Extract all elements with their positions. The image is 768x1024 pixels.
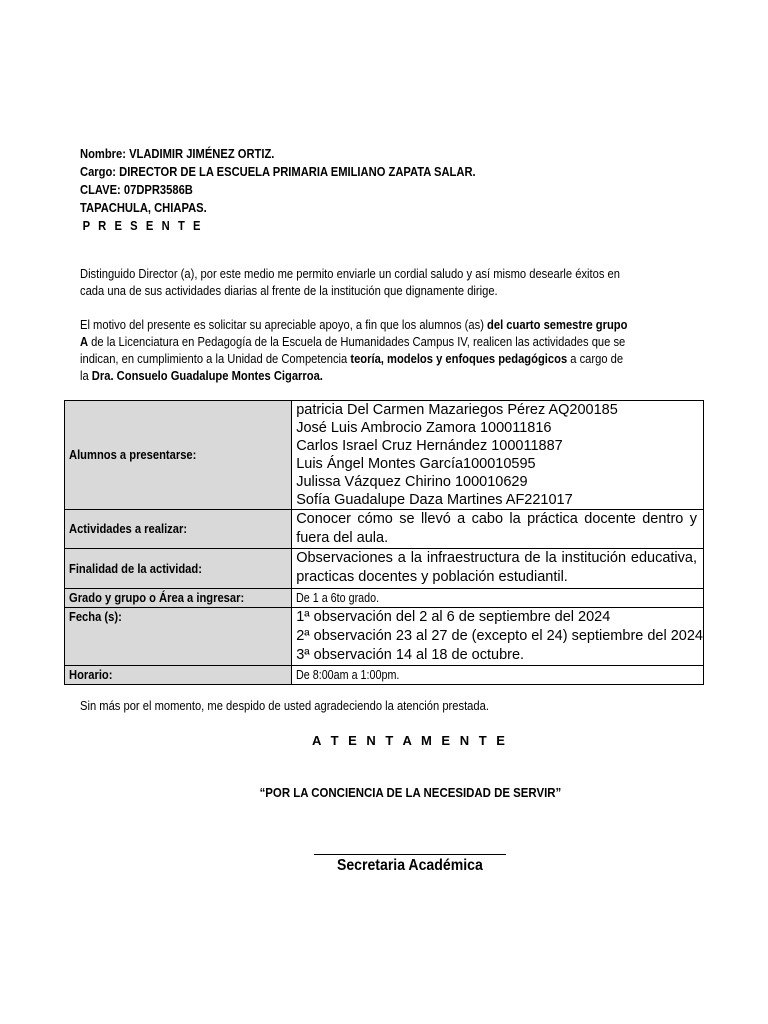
activities-cell bbox=[292, 510, 704, 549]
greeting-paragraph bbox=[80, 265, 768, 299]
purpose-text: de la Licenciatura en Pedagogía de la Escuela de Humanidades Campus IV, realicen las actividades que se bbox=[88, 334, 626, 349]
table-row bbox=[65, 666, 704, 685]
purpose-text: la bbox=[80, 368, 92, 383]
students-cell bbox=[292, 401, 704, 510]
table-row bbox=[65, 549, 704, 589]
purpose-label: Finalidad de la actividad: bbox=[69, 560, 202, 576]
purpose-line bbox=[80, 316, 682, 333]
signature-line bbox=[314, 854, 506, 855]
date-item: 3ª observación 14 al 18 de octubre. bbox=[296, 647, 525, 663]
table-row bbox=[65, 510, 704, 549]
student-item: Luis Ángel Montes García100010595 bbox=[296, 456, 536, 472]
competence-unit: teoría, modelos y enfoques pedagógicos bbox=[350, 351, 568, 366]
purpose-text: a cargo de bbox=[567, 351, 624, 366]
purpose-paragraph bbox=[80, 316, 768, 384]
school-key: CLAVE: 07DPR3586B bbox=[80, 182, 193, 197]
grade-label: Grado y grupo o Área a ingresar: bbox=[69, 590, 245, 605]
recipient-name: Nombre: VLADIMIR JIMÉNEZ ORTIZ. bbox=[80, 146, 275, 161]
student-item: Sofía Guadalupe Daza Martines AF221017 bbox=[296, 492, 573, 508]
grade-cell bbox=[292, 589, 704, 608]
professor-name: Dra. Consuelo Guadalupe Montes Cigarroa. bbox=[91, 368, 323, 383]
greeting-line: Distinguido Director (a), por este medio me permito enviarle un cordial saludo y así mismo desearle éxitos en bbox=[80, 266, 620, 281]
greeting-line: cada una de sus actividades diarias al frente de la institución que dignamente dirige. bbox=[80, 283, 498, 298]
atentamente-heading: A T E N T A M E N T E bbox=[312, 733, 508, 748]
signatory-title: Secretaria Académica bbox=[337, 857, 483, 874]
date-item: 2ª observación 23 al 27 de (excepto el 24) septiembre del 2024 bbox=[296, 628, 703, 644]
presente-heading: P R E S E N T E bbox=[82, 218, 204, 233]
table-label-cell bbox=[65, 589, 292, 608]
dates-label: Fecha (s): bbox=[69, 609, 122, 624]
table-row bbox=[65, 589, 704, 608]
table-label-cell bbox=[65, 608, 292, 666]
purpose-line bbox=[80, 333, 682, 350]
motto bbox=[0, 785, 768, 800]
grade-value: De 1 a 6to grado. bbox=[296, 591, 380, 605]
student-item: Carlos Israel Cruz Hernández 100011887 bbox=[296, 438, 563, 454]
student-item: patricia Del Carmen Mazariegos Pérez AQ200185 bbox=[296, 402, 618, 418]
table-label-cell bbox=[65, 666, 292, 685]
recipient-position: Cargo: DIRECTOR DE LA ESCUELA PRIMARIA EMILIANO ZAPATA SALAR. bbox=[80, 164, 476, 179]
students-label: Alumnos a presentarse: bbox=[69, 447, 197, 462]
recipient-header bbox=[80, 145, 476, 235]
closing-text: Sin más por el momento, me despido de usted agradeciendo la atención prestada. bbox=[80, 698, 489, 713]
signature-block bbox=[0, 857, 768, 875]
schedule-value: De 8:00am a 1:00pm. bbox=[296, 668, 400, 682]
purpose-value: Observaciones a la infraestructura de la institución educativa, practicas docentes y población estudiantil. bbox=[296, 550, 697, 585]
table-row bbox=[65, 608, 704, 666]
activity-table bbox=[64, 400, 704, 685]
purpose-cell bbox=[292, 549, 704, 589]
table-row bbox=[65, 401, 704, 510]
table-label-cell bbox=[65, 549, 292, 589]
table-label-cell bbox=[65, 510, 292, 549]
purpose-text: indican, en cumplimiento a la Unidad de Competencia bbox=[80, 351, 351, 366]
dates-cell bbox=[292, 608, 704, 666]
purpose-line bbox=[80, 367, 682, 384]
student-item: Julissa Vázquez Chirino 100010629 bbox=[296, 474, 528, 490]
purpose-text: El motivo del presente es solicitar su apreciable apoyo, a fin que los alumnos (as) bbox=[80, 317, 488, 332]
student-item: José Luis Ambrocio Zamora 100011816 bbox=[296, 420, 552, 436]
activities-value: Conocer cómo se llevó a cabo la práctica docente dentro y fuera del aula. bbox=[296, 511, 697, 546]
motto-text: “POR LA CONCIENCIA DE LA NECESIDAD DE SERVIR” bbox=[259, 785, 561, 800]
schedule-cell bbox=[292, 666, 704, 685]
date-item: 1ª observación del 2 al 6 de septiembre del 2024 bbox=[296, 609, 611, 625]
table-label-cell bbox=[65, 401, 292, 510]
schedule-label: Horario: bbox=[69, 667, 113, 682]
purpose-line bbox=[80, 350, 682, 367]
purpose-bold-text: del cuarto semestre grupo bbox=[487, 317, 628, 332]
purpose-bold-text: A bbox=[80, 334, 89, 349]
activities-label: Actividades a realizar: bbox=[69, 521, 188, 536]
city: TAPACHULA, CHIAPAS. bbox=[80, 200, 207, 215]
